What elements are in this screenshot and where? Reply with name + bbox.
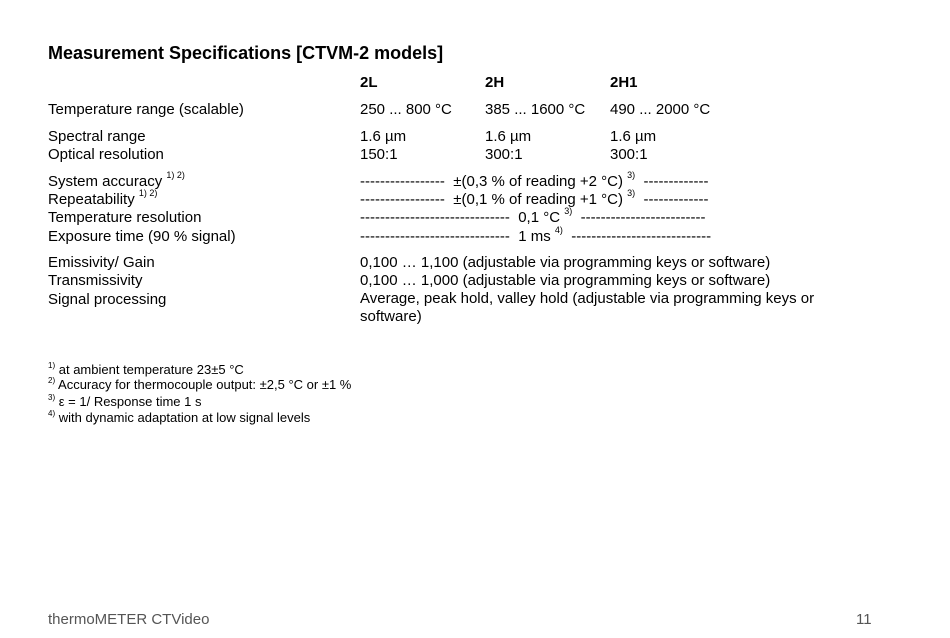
spec-value-all-models: ------------------------------ 0,1 °C $^{3)}$ ------------------------- (360, 206, 706, 226)
spec-value-2h: 1.6 µm (485, 128, 532, 145)
footnote-ref: 4) (554, 225, 563, 235)
spec-label: Repeatability $^{1) 2)}$ (48, 188, 158, 208)
spec-label: Temperature range (scalable) (48, 101, 244, 118)
footer-document-name: thermoMETER CTVideo (48, 611, 210, 628)
spec-label: Signal processing (48, 291, 167, 308)
footnote-ref: 3) (564, 206, 573, 216)
spec-label: Optical resolution (48, 146, 164, 163)
footnote-ref: 3) (627, 188, 636, 198)
spec-label: Exposure time (90 % signal) (48, 228, 236, 245)
footnote-ref: 3) (627, 170, 636, 180)
column-header-2h: 2H (485, 74, 505, 91)
spec-value-all-models: 0,100 … 1,100 (adjustable via programming keys or software) (360, 254, 771, 271)
spec-value-2h1: 300:1 (610, 146, 648, 163)
spec-value-all-models: ----------------- ±(0,3 % of reading +2 °C) $^{3)}$ ------------- (360, 170, 709, 190)
footnote-3: $^{3)}$ ε = 1/ Response time 1 s (48, 392, 202, 409)
spec-value-signal-processing: Average, peak hold, valley hold (adjustable via programming keys or software) (360, 290, 815, 325)
footnote-1: $^{1)}$ at ambient temperature 23±5 °C (48, 360, 244, 377)
spec-row-repeatability (0, 190, 950, 209)
page-title: Measurement Specifications [CTVM-2 models] (48, 43, 444, 63)
column-header-row (0, 73, 950, 92)
spec-label: Spectral range (48, 128, 146, 145)
column-header-2l: 2L (360, 74, 378, 91)
spec-row-temperature-range (0, 100, 950, 119)
footnote-2: $^{2)}$ Accuracy for thermocouple output: ±2,5 °C or ±1 % (48, 375, 352, 392)
spec-value-2l: 150:1 (360, 146, 398, 163)
footnote-ref: 1) 2) (166, 170, 185, 180)
spec-row-transmissivity (0, 271, 950, 290)
spec-row-emissivity (0, 253, 950, 272)
spec-row-spectral-range (0, 127, 950, 146)
footer-page-number: 11 (856, 611, 872, 628)
spec-label: Temperature resolution (48, 209, 202, 226)
spec-label: Transmissivity (48, 272, 143, 289)
spec-label: Emissivity/ Gain (48, 254, 155, 271)
column-header-2h1: 2H1 (610, 74, 638, 91)
spec-value-2h: 300:1 (485, 146, 523, 163)
spec-value-2l: 1.6 µm (360, 128, 407, 145)
spec-value-all-models: ----------------- ±(0,1 % of reading +1 °C) $^{3)}$ ------------- (360, 188, 709, 208)
spec-row-optical-resolution (0, 145, 950, 164)
spec-value-all-models: 0,100 … 1,000 (adjustable via programming keys or software) (360, 272, 771, 289)
spec-row-temperature-resolution (0, 208, 950, 227)
footnote-ref: 1) 2) (138, 188, 158, 198)
spec-value-2h1: 1.6 µm (610, 128, 657, 145)
footnote-4: $^{4)}$ with dynamic adaptation at low signal levels (48, 408, 311, 425)
spec-value-2h1: 490 ... 2000 °C (610, 101, 711, 118)
spec-label: System accuracy $^{1) 2)}$ (48, 170, 185, 190)
spec-value-all-models: ------------------------------ 1 ms $^{4)}$ ---------------------------- (360, 225, 712, 245)
spec-value-2h: 385 ... 1600 °C (485, 101, 586, 118)
spec-row-exposure-time (0, 227, 950, 246)
spec-value-2l: 250 ... 800 °C (360, 101, 452, 118)
